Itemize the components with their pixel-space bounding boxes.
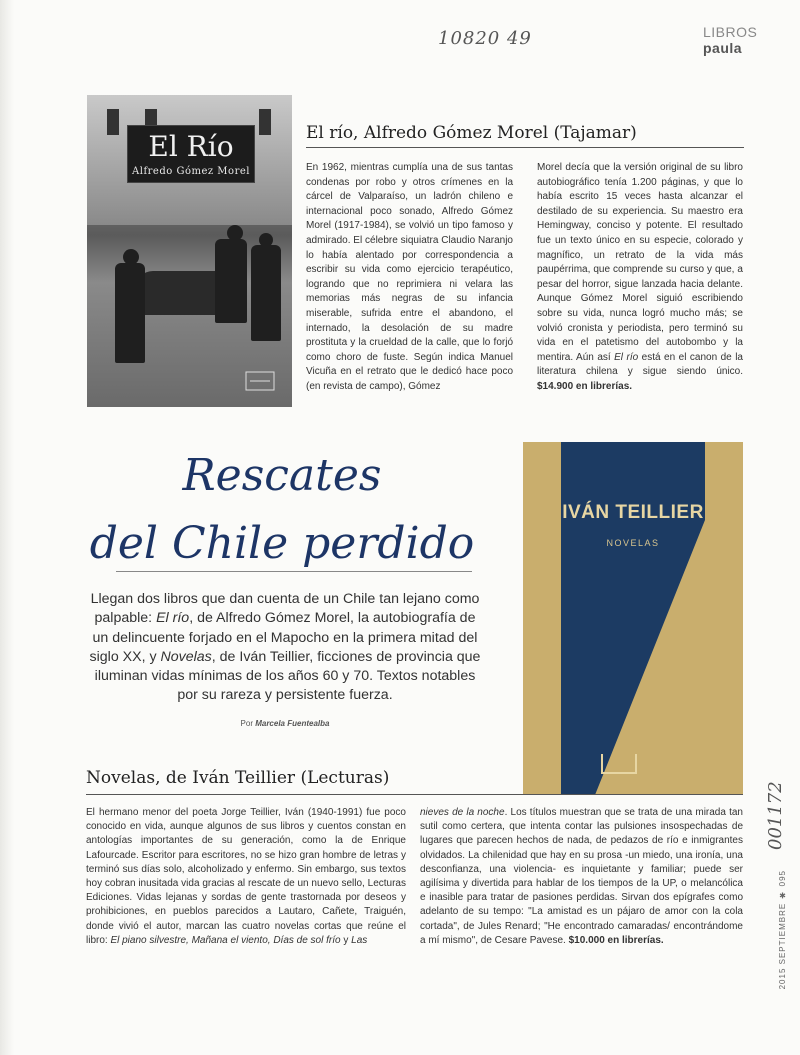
title-rule [86,794,743,795]
cover-title: El Río [148,130,234,163]
book-title-italic: Las [351,934,368,946]
price: $10.000 en librerías. [568,934,664,946]
novelas-book-cover [523,442,743,795]
column-text: Morel decía que la versión original de su libro autobiográfico tenía 1.200 páginas, y que lo había escrito 15 veces hasta alcanzar el destilado de su experiencia. Su maestro era Hemingway, conciso y potente. El resultado fue un texto único en su especie, colorado y magnífico, un retrato de la vida más paupérrima, que comprende su curso y que, a pesar del horror, sigue lanzada hacia delante. Aunque Gómez Morel siguió escribiendo sobre su vida, nunca logró mucho más; se volvió cronista y periodista, pero terminó su vida en el patetismo del autobombo y la mentira. Aún así [537,162,743,363]
page-date-folio: 2015 SEPTIEMBRE ✱ 095 [778,870,787,990]
column-text: está en el canon de la literatura chilena y sigue siendo único. [537,351,743,378]
byline-author: Marcela Fuentealba [255,719,330,728]
handwritten-side-number: 001172 [765,781,786,850]
cover-photo-boy [251,245,281,341]
column-text: . Los títulos muestran que se trata de una mirada tan sutil como certera, que intenta contar las pulsiones insospechadas de lugares que parecen hechos de nada, de pedazos de río e inmigrantes olvidados. La chilenidad que hay en su prosa -un miedo, una ironía, una desconfianza, una violencia- es inquietante y familiar; puede ser agilísima y divertida para hablar de los tiempos de la UP, o melancólica e inasible para tratar de pasiones perdidas. Sirvan dos epígrafes como adelanto de su tempo: "La amistad es un pájaro de amor con la cola cortada", de Jules Renard; "He encontrado camaradas/ encontrándome a mí mismo", de Cesare Pavese. [420,807,743,946]
cover-blue-shape [561,442,705,795]
publisher-logo [245,371,275,393]
el-rio-column-1: En 1962, mientras cumplía una de sus tantas condenas por robo y otros crímenes en la cárcel de Valparaíso, un ladrón chileno e internacional poco sonado, Alfredo Gómez Morel (1917-1984), se volvió un tipo famoso y admirado. El célebre siquiatra Claudio Naranjo lo había alentado por correspondencia a escribir su vida como ejercicio terapéutico, logrando que no reprimiera ni velara las memorias más negras de su infancia miserable, sufrida entre el abandono, el internado, la desolación de su madre prostituta y la crueldad de la calle, que lo forjó como choro de fuste. Según indica Manuel Vicuña en el retrato que le dedicó hace poco (en revista de campo), Gómez [306,162,513,392]
feature-deck [86,590,484,706]
cover-photo-boy [215,239,247,323]
el-rio-column-2 [537,161,743,395]
deck-text: Llegan dos libros que dan cuenta de un Chile tan lejano como palpable: [90,591,480,627]
deck-text: , de Alfredo Gómez Morel, la autobiografía de un delincuente forjado en el Mapocho en la primera mitad del siglo XX, y [89,610,478,665]
book-title-italic: nieves de la noche [420,807,505,818]
page-edge-shadow [0,0,14,1055]
headline-rule [116,571,472,572]
book-title-italic: El río [614,351,639,363]
review-title-novelas: Novelas, de Iván Teillier (Lecturas) [86,768,390,788]
section-label [703,24,800,56]
cover-author: Alfredo Gómez Morel [132,166,250,177]
cover-graphic [523,442,743,795]
deck-book-title: El río [156,610,190,627]
cover-photo-window [259,109,271,135]
book-titles-italic: El piano silvestre, Mañana el viento, Días de sol frío [110,934,341,946]
magazine-name: paula [703,40,743,56]
byline-prefix: Por [240,719,256,728]
deck-text: , de Iván Teillier, ficciones de provincia que iluminan vidas mínimas de los años 60 y 70. Textos notables por su rareza y persistente fuerza. [94,648,481,704]
publisher-logo-mark [245,371,275,391]
handwritten-archive-number: 10820 49 [438,28,532,49]
column-text: y [340,934,352,946]
cover-author: IVÁN TEILLIER [562,502,704,523]
title-rule [306,147,744,148]
cover-title-box [127,125,255,183]
publisher-logo-icon [601,754,637,774]
deck-book-title: Novelas [160,648,212,665]
cover-photo-child [115,263,145,363]
review-title-el-rio: El río, Alfredo Gómez Morel (Tajamar) [306,123,637,143]
novelas-column-2 [420,806,743,948]
cover-photo-window [107,109,119,135]
cover-subtitle: NOVELAS [606,538,660,548]
byline [86,719,484,728]
feature-headline-line-1: Rescates [182,450,382,501]
column-text: El hermano menor del poeta Jorge Teillier, Iván (1940-1991) fue poco conocido en vida, aunque algunos de sus libros y cuentos constan en antologías importantes de su generación, como la de Enrique Lafourcade. Escritor para escritores, no se hizo gran hombre de letras y terminó sus días solo, alcoholizado y enfermo. Sin embargo, sus textos hoy cobran inusitada vida gracias al rescate de un nuevo sello, Lecturas Ediciones. Vidas lejanas y sordas de gente trastornada por deseos y prohibiciones, en pueblos parecidos a Lautaro, Cañete, Traiguén, donde vivió el autor, marcan las cuatro novelas cortas que reúne el libro: [86,807,406,946]
section-name: LIBROS [703,24,758,40]
feature-headline-line-2: del Chile perdido [89,518,475,569]
price: $14.900 en librerías. [537,380,633,392]
el-rio-book-cover [87,95,292,407]
novelas-column-1 [86,806,406,948]
